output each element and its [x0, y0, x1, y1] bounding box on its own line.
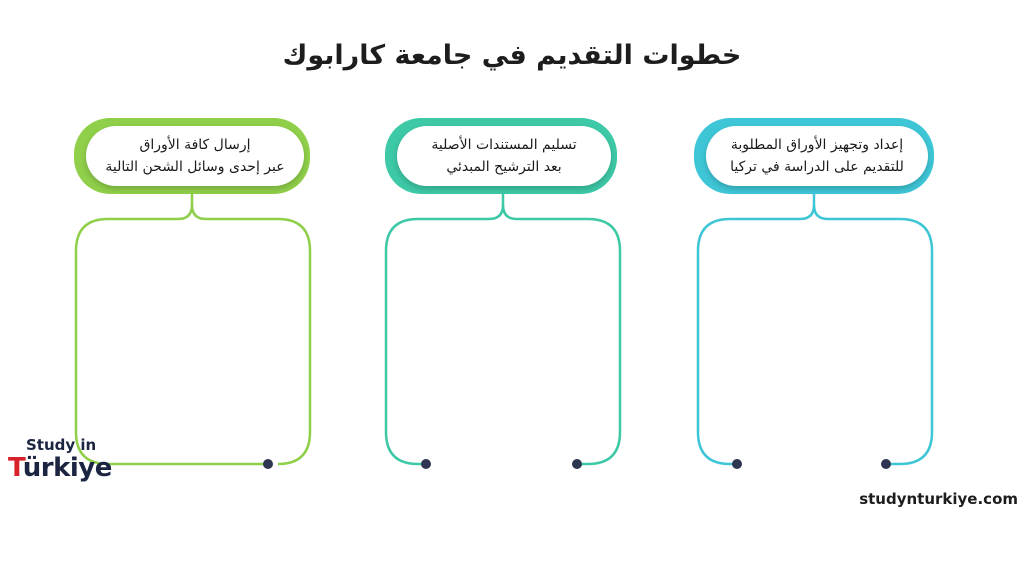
connector-end-dot: [263, 459, 273, 469]
step-1-header: [694, 118, 934, 194]
connector-path: [503, 205, 620, 464]
page-title: خطوات التقديم في جامعة كارابوك: [282, 40, 742, 71]
logo-line-1: Study in: [26, 436, 97, 454]
step-1-heading-line-2: للتقديم على الدراسة في تركيا: [730, 159, 904, 175]
connector-end-dot: [881, 459, 891, 469]
step-3-heading-line-1: إرسال كافة الأوراق: [139, 137, 251, 153]
logo-line-2: Türkiye: [8, 453, 112, 483]
connector-path: [76, 205, 268, 464]
step-2-heading-line-2: بعد الترشيح المبدئي: [446, 159, 562, 175]
website-url: studynturkiye.com: [859, 490, 1018, 508]
step-3-connector: [76, 193, 310, 469]
step-1-heading-line-1: إعداد وتجهيز الأوراق المطلوبة: [730, 137, 904, 153]
step-2-header: [385, 118, 617, 194]
connector-end-dot: [732, 459, 742, 469]
connector-path: [386, 205, 503, 464]
connector-path: [814, 205, 932, 464]
step-2-connector: [386, 193, 620, 469]
connector-end-dot: [421, 459, 431, 469]
connector-end-dot: [572, 459, 582, 469]
connector-path: [698, 205, 814, 464]
step-3-header: [74, 118, 310, 194]
study-in-turkiye-logo: [6, 436, 118, 488]
connector-path: [192, 205, 310, 464]
step-1-connector: [698, 193, 932, 469]
step-2-heading-line-1: تسليم المستندات الأصلية: [431, 137, 577, 153]
step-3-heading-line-2: عبر إحدى وسائل الشحن التالية: [105, 159, 285, 175]
